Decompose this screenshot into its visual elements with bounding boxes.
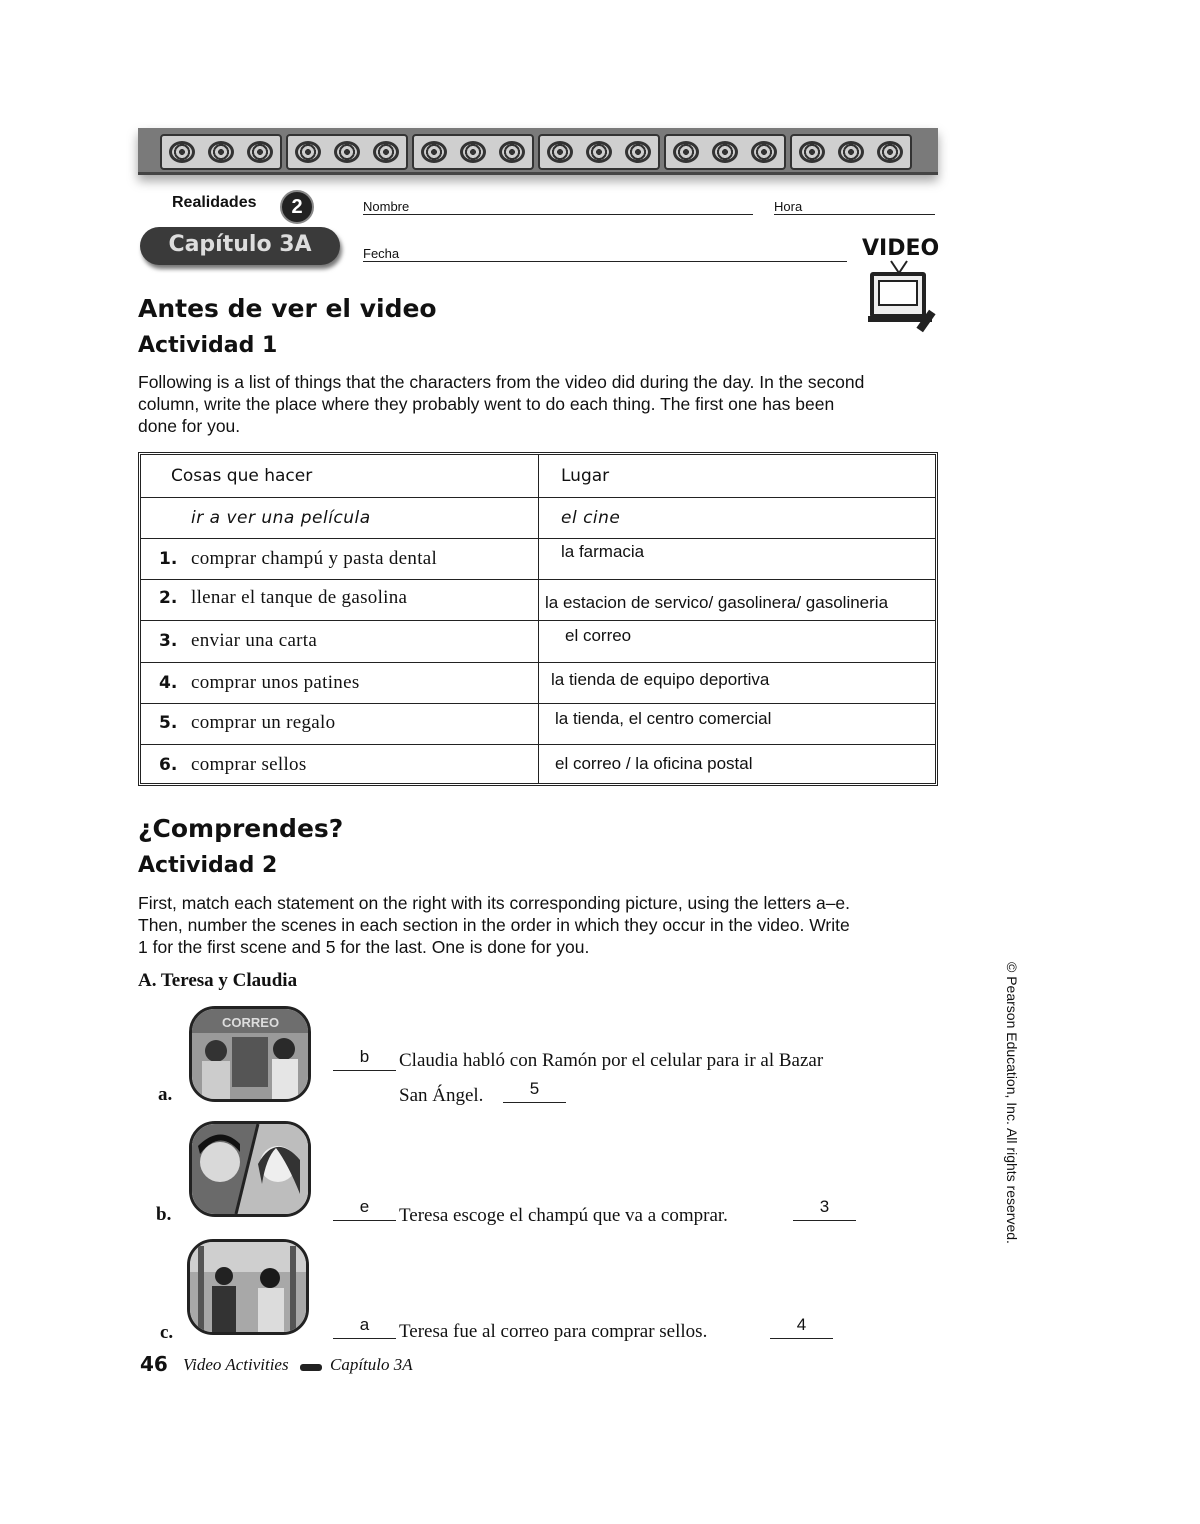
date-field-line[interactable] bbox=[363, 261, 847, 262]
picture-letter-b: b. bbox=[156, 1204, 172, 1225]
row-task: enviar una carta bbox=[191, 630, 318, 651]
instruction-line: First, match each statement on the right with its corresponding picture, using the letters a–e. bbox=[138, 893, 851, 913]
table-row-example bbox=[141, 497, 935, 539]
table-row bbox=[141, 538, 935, 580]
instruction-line: 1 for the first scene and 5 for the last. One is done for you. bbox=[138, 937, 590, 957]
scene-photo-a bbox=[189, 1006, 311, 1102]
table-row bbox=[141, 620, 935, 663]
row-number: 6. bbox=[159, 755, 178, 775]
instruction-line: done for you. bbox=[138, 416, 241, 436]
part-a-title: A. Teresa y Claudia bbox=[138, 970, 298, 991]
picture-letter-a: a. bbox=[158, 1084, 173, 1105]
copyright-notice: © Pearson Education, Inc. All rights reserved. bbox=[1004, 962, 1020, 1244]
spiral-tile bbox=[664, 134, 786, 170]
hour-label: Hora bbox=[774, 199, 803, 214]
row-number: 2. bbox=[159, 588, 178, 608]
chapter-badge: Capítulo 3A bbox=[140, 227, 340, 265]
example-place: el cine bbox=[561, 508, 621, 528]
table-row bbox=[141, 662, 935, 704]
section-title-comprendes: ¿Comprendes? bbox=[138, 814, 344, 843]
order-blank[interactable]: 5 bbox=[503, 1080, 566, 1103]
table-row bbox=[141, 703, 935, 745]
activity-1-instructions bbox=[138, 371, 938, 437]
date-label: Fecha bbox=[363, 246, 400, 261]
table-row bbox=[141, 744, 935, 783]
instruction-line: Following is a list of things that the characters from the video did during the day. In the second bbox=[138, 372, 865, 392]
table-header-row bbox=[141, 455, 935, 498]
activity-2-title: Actividad 2 bbox=[138, 853, 278, 878]
statement-1-line-2: San Ángel. bbox=[399, 1085, 484, 1106]
example-task: ir a ver una película bbox=[191, 508, 371, 528]
row-number: 5. bbox=[159, 713, 178, 733]
row-task: comprar unos patines bbox=[191, 672, 360, 693]
spiral-tile bbox=[286, 134, 408, 170]
row-answer[interactable]: el correo bbox=[565, 626, 632, 645]
name-label: Nombre bbox=[363, 199, 410, 214]
scene-photo-c bbox=[187, 1239, 309, 1335]
col-header-lugar: Lugar bbox=[561, 466, 610, 486]
activity-1-table bbox=[138, 452, 938, 786]
level-badge: 2 bbox=[280, 190, 314, 224]
footer-chapter: Capítulo 3A bbox=[330, 1355, 413, 1374]
activity-1-title: Actividad 1 bbox=[138, 333, 278, 358]
series-title: Realidades bbox=[172, 194, 257, 211]
row-answer[interactable]: el correo / la oficina postal bbox=[555, 754, 753, 773]
spiral-tile bbox=[790, 134, 912, 170]
page-number: 46 bbox=[140, 1352, 168, 1376]
tv-icon bbox=[870, 272, 926, 318]
name-field-line[interactable] bbox=[363, 214, 753, 215]
hour-field-line[interactable] bbox=[774, 214, 935, 215]
video-label: VIDEO bbox=[862, 236, 940, 261]
row-answer[interactable]: la estacion de servico/ gasolinera/ gasolineria bbox=[545, 593, 889, 612]
footer-divider bbox=[300, 1364, 322, 1371]
decorative-header-band bbox=[138, 128, 938, 175]
statement-2: Teresa escoge el champú que va a comprar. bbox=[399, 1205, 728, 1226]
match-blank[interactable]: a bbox=[333, 1316, 396, 1339]
row-number: 4. bbox=[159, 673, 178, 693]
match-blank[interactable]: b bbox=[333, 1048, 396, 1071]
row-number: 3. bbox=[159, 631, 178, 651]
instruction-line: Then, number the scenes in each section in the order in which they occur in the video. Write bbox=[138, 915, 850, 935]
row-task: comprar sellos bbox=[191, 754, 307, 775]
row-number: 1. bbox=[159, 549, 178, 569]
row-task: llenar el tanque de gasolina bbox=[191, 587, 408, 608]
statement-3: Teresa fue al correo para comprar sellos. bbox=[399, 1321, 708, 1342]
instruction-line: column, write the place where they probably went to do each thing. The first one has been bbox=[138, 394, 835, 414]
footer-section: Video Activities bbox=[183, 1355, 289, 1374]
order-blank[interactable]: 4 bbox=[770, 1316, 833, 1339]
row-task: comprar un regalo bbox=[191, 712, 336, 733]
spiral-tile bbox=[160, 134, 282, 170]
scene-photo-b bbox=[189, 1121, 311, 1217]
row-answer[interactable]: la farmacia bbox=[561, 542, 645, 561]
activity-2-instructions bbox=[138, 892, 938, 958]
spiral-tile bbox=[538, 134, 660, 170]
row-task: comprar champú y pasta dental bbox=[191, 548, 438, 569]
match-blank[interactable]: e bbox=[333, 1198, 396, 1221]
photo-sign-text: CORREO bbox=[222, 1015, 280, 1030]
picture-letter-c: c. bbox=[160, 1322, 174, 1343]
order-blank[interactable]: 3 bbox=[793, 1198, 856, 1221]
row-answer[interactable]: la tienda de equipo deportiva bbox=[551, 670, 770, 689]
section-title-antes: Antes de ver el video bbox=[138, 294, 437, 323]
col-header-cosas: Cosas que hacer bbox=[171, 466, 313, 486]
row-answer[interactable]: la tienda, el centro comercial bbox=[555, 709, 772, 728]
statement-1-line-1: Claudia habló con Ramón por el celular para ir al Bazar bbox=[399, 1050, 824, 1071]
table-row bbox=[141, 579, 935, 621]
spiral-tile bbox=[412, 134, 534, 170]
